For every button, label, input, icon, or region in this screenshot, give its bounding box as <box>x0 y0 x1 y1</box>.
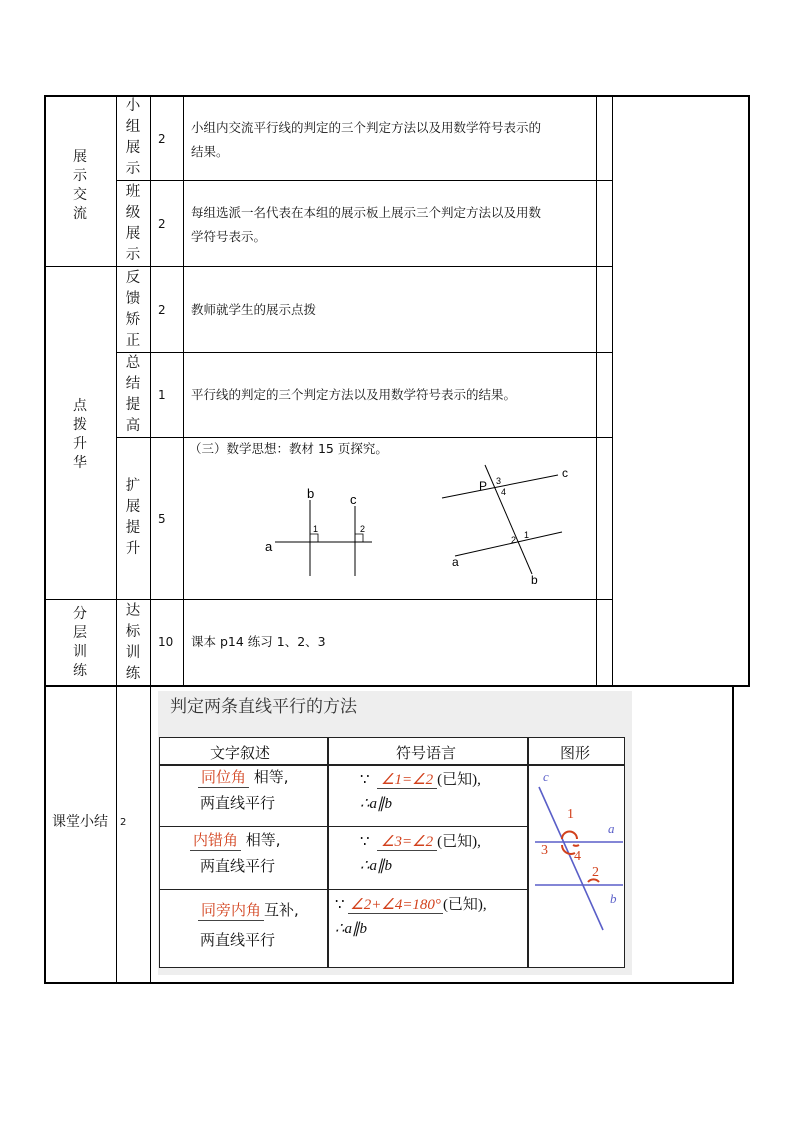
summary-row1-text: 同位角 相等, 两直线平行 <box>200 768 289 812</box>
summary-panel-title: 判定两条直线平行的方法 <box>170 697 357 717</box>
section-display: 展示交流 <box>73 149 87 222</box>
header-text: 文字叙述 <box>210 744 271 762</box>
fig2-label-3: 3 <box>496 476 502 486</box>
perpendicular-figure <box>260 480 380 580</box>
row3-minutes: 2 <box>158 303 166 317</box>
fig2-label-c: c <box>562 466 568 480</box>
summary-row3-symbol: ∵ ∠2+∠4=180° (已知), ∴a∥b <box>335 897 487 937</box>
row3-sub: 反 馈 矫 正 <box>125 270 141 349</box>
row4-content: 平行线的判定的三个判定方法以及用数学符号表示的结果。 <box>191 387 517 402</box>
fig1-label-a: a <box>265 539 273 554</box>
sum-fig-label-2: 2 <box>592 865 599 880</box>
row1-sub: 小 组 展 示 <box>125 98 141 177</box>
header-symbol: 符号语言 <box>396 744 457 762</box>
row2-sub: 班 级 展 示 <box>125 184 141 263</box>
row1-content: 小组内交流平行线的判定的三个判定方法以及用数学符号表示的 结果。 <box>191 120 542 159</box>
row5-content: （三）数学思想：教材 15 页探究。 <box>189 441 388 456</box>
section-practice: 分层训练 <box>73 606 87 679</box>
summary-row2-text: 内错角 相等, 两直线平行 <box>190 827 281 879</box>
fig2-label-b: b <box>531 573 538 587</box>
row5-sub: 扩 展 提 升 <box>125 478 141 557</box>
summary-row3-text: 同旁内角 互补, 两直线平行 <box>200 901 299 949</box>
sum-fig-label-c: c <box>543 769 549 784</box>
transversal-figure <box>440 460 580 590</box>
row2-minutes: 2 <box>158 217 166 231</box>
fig1-label-1: 1 <box>313 524 319 534</box>
fig1-label-b: b <box>307 486 315 501</box>
fig2-label-1: 1 <box>524 530 530 540</box>
row6-sub: 达 标 训 练 <box>125 603 141 682</box>
section-guide: 点拨升华 <box>73 398 87 471</box>
summary-minutes: 2 <box>120 817 127 828</box>
term-consecutive: 同旁内角 <box>198 900 264 921</box>
row4-sub: 总 结 提 高 <box>125 355 141 434</box>
sum-fig-label-4: 4 <box>574 849 581 864</box>
sum-fig-label-b: b <box>610 891 617 906</box>
fig2-label-2: 2 <box>511 535 517 545</box>
fig2-label-a: a <box>452 555 459 569</box>
row3-content: 教师就学生的展示点拨 <box>191 302 317 317</box>
summary-figure <box>527 765 625 967</box>
fig2-label-P: P <box>479 479 488 493</box>
row6-minutes: 10 <box>158 635 174 649</box>
term-corresponding: 同位角 <box>198 767 249 788</box>
fig1-label-c: c <box>350 492 357 507</box>
sum-fig-label-3: 3 <box>541 843 548 858</box>
row2-content: 每组选派一名代表在本组的展示板上展示三个判定方法以及用数 学符号表示。 <box>191 205 542 244</box>
row1-minutes: 2 <box>158 132 166 146</box>
row4-minutes: 1 <box>158 388 166 402</box>
sum-fig-label-a: a <box>608 821 615 836</box>
row6-content: 课本 p14 练习 1、2、3 <box>191 634 326 649</box>
header-figure: 图形 <box>560 744 591 762</box>
term-alternate: 内错角 <box>190 830 241 851</box>
section-summary: 课堂小结 <box>52 814 108 830</box>
sum-fig-label-1: 1 <box>567 807 574 822</box>
fig1-label-2: 2 <box>360 524 366 534</box>
summary-row2-symbol: ∵ ∠3=∠2 (已知), ∴a∥b <box>360 834 481 874</box>
row5-minutes: 5 <box>158 512 166 526</box>
summary-row1-symbol: ∵ ∠1=∠2 (已知), ∴a∥b <box>360 772 481 812</box>
fig2-label-4: 4 <box>501 487 507 497</box>
